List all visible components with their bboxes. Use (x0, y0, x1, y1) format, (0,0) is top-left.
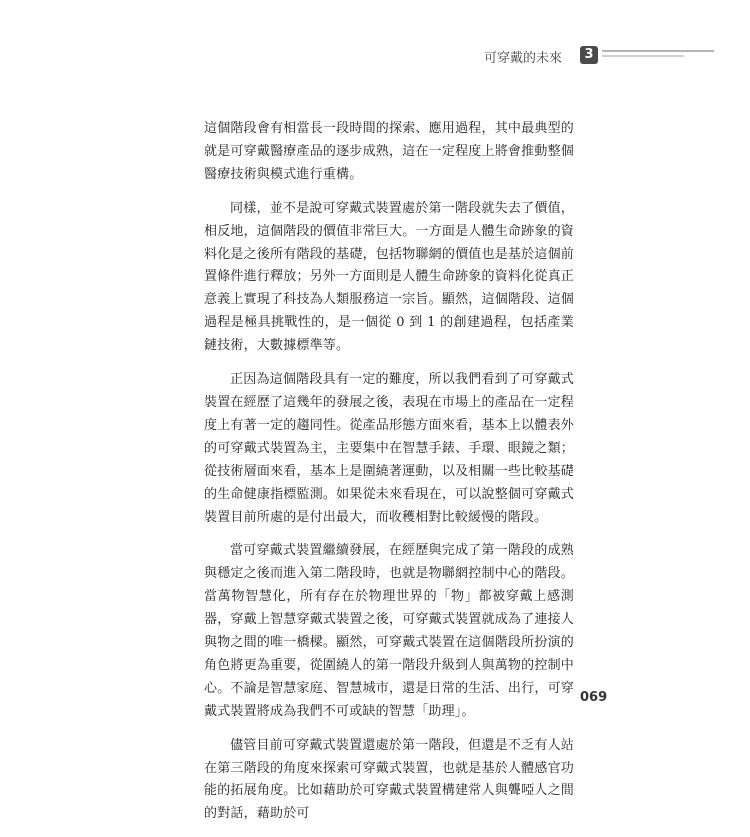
chapter-number-badge: 3 (580, 46, 598, 64)
paragraph: 正因為這個階段具有一定的難度，所以我們看到了可穿戴式裝置在經歷了這幾年的發展之後，表現在市場上的產品在一定程度上有著一定的趨同性。從產品形態方面來看，基本上以體表外的可穿戴式裝置為主，主要集中在智慧手錶、手環、眼鏡之類；從技術層面來看，基本上是圍繞著運動，以及相關一些比較基礎的生命健康指標監測。如果從未來看現在，可以說整個可穿戴式裝置目前所處的是付出最大，而收穫相對比較緩慢的階段。 (204, 372, 574, 525)
running-header (460, 44, 750, 70)
paragraph: 當可穿戴式裝置繼續發展，在經歷與完成了第一階段的成熟與穩定之後而進入第二階段時，也就是物聯網控制中心的階段。當萬物智慧化，所有存在於物理世界的「物」都被穿戴上感測器，穿戴上智慧穿戴式裝置之後，可穿戴式裝置就成為了連接人與物之間的唯一橋樑。顯然，可穿戴式裝置在這個階段所扮演的角色將更為重要，從圍繞人的第一階段升級到人與萬物的控制中心。不論是智慧家庭、智慧城市，還是日常的生活、出行，可穿戴式裝置將成為我們不可或缺的智慧「助理」。 (204, 543, 574, 719)
header-title: 可穿戴的未來 (483, 51, 562, 66)
body-text (204, 118, 574, 837)
header-decoration-bar (602, 55, 684, 57)
page-number: 069 (580, 690, 608, 705)
paragraph: 同樣，並不是說可穿戴式裝置處於第一階段就失去了價值，相反地，這個階段的價值非常巨大。一方面是人體生命跡象的資料化是之後所有階段的基礎，包括物聯網的價值也是基於這個前置條件進行釋放；另外一方面則是人體生命跡象的資料化從真正意義上實現了科技為人類服務這一宗旨。顯然，這個階段、這個過程是極具挑戰性的，是一個從 0 到 1 的創建過程，包括產業鏈技術，大數據標準等。 (204, 200, 574, 354)
paragraph: 這個階段會有相當長一段時間的探索、應用過程，其中最典型的就是可穿戴醫療產品的逐步成熟，這在一定程度上將會推動整個醫療技術與模式進行重構。 (204, 121, 574, 182)
paragraph: 儘管目前可穿戴式裝置還處於第一階段，但還是不乏有人站在第三階段的角度來探索可穿戴式裝置，也就是基於人體感官功能的拓展角度。比如藉助於可穿戴式裝置構建常人與聾啞人之間的對話，藉助於可 (204, 737, 574, 822)
header-decoration-bar (602, 50, 714, 52)
